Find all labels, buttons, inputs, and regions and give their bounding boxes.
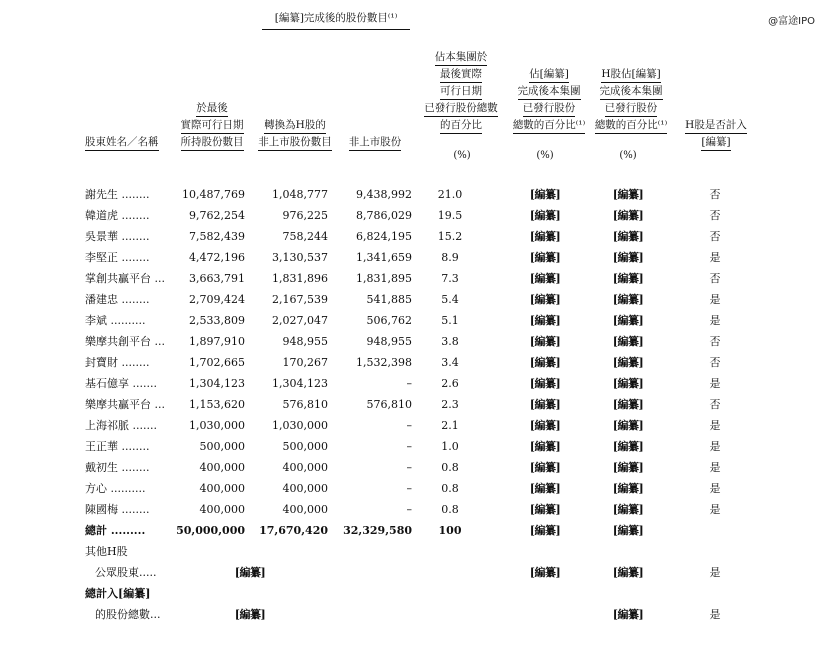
table-row [0, 373, 833, 394]
shares-held: 400,000 [199, 503, 245, 516]
pct-unit-c6: (%) [619, 150, 637, 161]
public-h-pct-after: [編纂] [612, 566, 644, 579]
shares-held: 1,153,620 [189, 398, 245, 411]
shares-held: 4,472,196 [189, 251, 245, 264]
header-name-label: 股東姓名／名稱 [85, 136, 159, 151]
pct-after: [編纂] [529, 419, 561, 432]
public-row [0, 562, 833, 583]
table-row [0, 436, 833, 457]
pct-now: 7.3 [441, 272, 459, 285]
total-counted-held: [編纂] [234, 608, 266, 621]
h-counted: 是 [709, 251, 721, 264]
h-counted: 是 [709, 440, 721, 453]
h-pct-after: [編纂] [612, 398, 644, 411]
pct-now: 3.8 [441, 335, 459, 348]
header-converted-label: 轉換為H股的 非上市股份數目 [258, 119, 332, 151]
shares-converted: 576,810 [282, 398, 328, 411]
header-h-pct-after-label: H股佔[編纂] 完成後本集團 已發行股份 總數的百分比⁽¹⁾ [595, 68, 667, 134]
pct-after: [編纂] [529, 356, 561, 369]
table-row [0, 352, 833, 373]
pct-now: 2.1 [441, 419, 459, 432]
table-row [0, 247, 833, 268]
h-counted: 否 [709, 230, 721, 243]
h-counted: 是 [709, 293, 721, 306]
total-held: 50,000,000 [176, 524, 245, 537]
total-counted-sub-row [0, 604, 833, 625]
h-counted: 是 [709, 461, 721, 474]
table-row [0, 184, 833, 205]
shareholder-name: 方心 .......... [85, 482, 146, 495]
table-row [0, 478, 833, 499]
header-h-pct-after [588, 49, 674, 134]
shares-held: 400,000 [199, 461, 245, 474]
h-pct-after: [編纂] [612, 272, 644, 285]
pct-now: 19.5 [437, 209, 463, 222]
total-pct: 100 [438, 524, 462, 537]
pct-after: [編纂] [529, 461, 561, 474]
shareholder-name: 李堅正 ........ [85, 251, 150, 264]
pct-now: 15.2 [437, 230, 463, 243]
table-row [0, 394, 833, 415]
pct-unit-c4: (%) [453, 150, 471, 161]
pct-after: [編纂] [529, 314, 561, 327]
h-counted: 否 [709, 209, 721, 222]
unlisted-shares: 6,824,195 [356, 230, 412, 243]
shares-converted: 2,027,047 [272, 314, 328, 327]
shares-held: 2,709,424 [189, 293, 245, 306]
h-counted: 是 [709, 419, 721, 432]
h-pct-after: [編纂] [612, 356, 644, 369]
h-pct-after: [編纂] [612, 230, 644, 243]
h-pct-after: [編纂] [612, 503, 644, 516]
h-pct-after: [編纂] [612, 482, 644, 495]
shareholder-name: 韓道虎 ........ [85, 209, 150, 222]
header-pct-after-label: 佔[編纂] 完成後本集團 已發行股份 總數的百分比⁽¹⁾ [513, 68, 585, 134]
h-counted: 否 [709, 335, 721, 348]
table-row [0, 310, 833, 331]
pct-after: [編纂] [529, 398, 561, 411]
total-h-pct-after: [編纂] [612, 524, 644, 537]
public-held: [編纂] [234, 566, 266, 579]
shares-converted: 1,304,123 [272, 377, 328, 390]
h-pct-after: [編纂] [612, 377, 644, 390]
pct-now: 2.6 [441, 377, 459, 390]
pct-after: [編纂] [529, 377, 561, 390]
h-counted: 是 [709, 314, 721, 327]
pct-after: [編纂] [529, 251, 561, 264]
h-pct-after: [編纂] [612, 188, 644, 201]
h-pct-after: [編纂] [612, 314, 644, 327]
public-h-counted: 是 [709, 566, 721, 579]
pct-now: 3.4 [441, 356, 459, 369]
shares-converted: 400,000 [282, 482, 328, 495]
unlisted-shares: 541,885 [366, 293, 412, 306]
shareholder-name: 掌創共贏平台 ... [85, 272, 165, 285]
shareholder-name: 潘建忠 ........ [85, 293, 150, 306]
shares-held: 9,762,254 [189, 209, 245, 222]
unlisted-shares: 506,762 [366, 314, 412, 327]
h-counted: 是 [709, 377, 721, 390]
table-row [0, 331, 833, 352]
shareholder-name: 陳國梅 ........ [85, 503, 150, 516]
shares-held: 400,000 [199, 482, 245, 495]
h-pct-after: [編纂] [612, 461, 644, 474]
pct-after: [編纂] [529, 482, 561, 495]
shares-converted: 400,000 [282, 503, 328, 516]
shares-held: 3,663,791 [189, 272, 245, 285]
table-row [0, 457, 833, 478]
pct-after: [編纂] [529, 272, 561, 285]
header-pct-now [418, 32, 504, 134]
shares-converted: 1,048,777 [272, 188, 328, 201]
unlisted-shares: – [406, 440, 412, 453]
shares-converted: 976,225 [282, 209, 328, 222]
total-counted-row [0, 583, 833, 604]
shares-held: 1,897,910 [189, 335, 245, 348]
pct-unit-c5: (%) [536, 150, 554, 161]
pct-now: 1.0 [441, 440, 459, 453]
h-counted: 否 [709, 272, 721, 285]
unlisted-shares: 8,786,029 [356, 209, 412, 222]
shareholder-name: 樂摩共創平台 ... [85, 335, 165, 348]
h-pct-after: [編纂] [612, 251, 644, 264]
shares-converted: 2,167,539 [272, 293, 328, 306]
shares-held: 2,533,809 [189, 314, 245, 327]
h-counted: 否 [709, 356, 721, 369]
pct-now: 21.0 [437, 188, 463, 201]
table-row [0, 415, 833, 436]
pct-now: 8.9 [441, 251, 459, 264]
header-name [85, 117, 159, 151]
unlisted-shares: 9,438,992 [356, 188, 412, 201]
shares-held: 500,000 [199, 440, 245, 453]
pct-after: [編纂] [529, 440, 561, 453]
header-h-counted [678, 100, 754, 151]
table-row [0, 499, 833, 520]
pct-after: [編纂] [529, 209, 561, 222]
total-label: 總計 ......... [85, 524, 146, 537]
header-pct-now-label: 佔本集團於 最後實際 可行日期 已發行股份總數 的百分比 [424, 51, 498, 134]
shares-held: 1,702,665 [189, 356, 245, 369]
pct-now: 0.8 [441, 461, 459, 474]
shareholder-name: 謝先生 ........ [85, 188, 150, 201]
shareholder-name: 吳景華 ........ [85, 230, 150, 243]
unlisted-shares: 1,831,895 [356, 272, 412, 285]
unlisted-shares: – [406, 419, 412, 432]
shareholder-name: 上海祁脈 ....... [85, 419, 157, 432]
total-counted-sub-label: 的股份總數... [95, 608, 161, 621]
pct-now: 2.3 [441, 398, 459, 411]
shares-converted: 1,831,896 [272, 272, 328, 285]
table-row [0, 205, 833, 226]
shares-held: 10,487,769 [182, 188, 245, 201]
pct-after: [編纂] [529, 335, 561, 348]
pct-now: 0.8 [441, 482, 459, 495]
shares-converted: 170,267 [282, 356, 328, 369]
pct-after: [編纂] [529, 293, 561, 306]
watermark-text: @富途IPO [768, 16, 815, 27]
pct-after: [編纂] [529, 503, 561, 516]
shareholder-name: 戴初生 ........ [85, 461, 150, 474]
total-row [0, 520, 833, 541]
shares-held: 1,030,000 [189, 419, 245, 432]
unlisted-shares: – [406, 503, 412, 516]
unlisted-shares: 948,955 [366, 335, 412, 348]
group-title: [編纂]完成後的股份數目⁽¹⁾ [262, 10, 410, 30]
h-counted: 否 [709, 188, 721, 201]
total-counted-label: 總計入[編纂] [85, 587, 151, 600]
public-pct-after: [編纂] [529, 566, 561, 579]
header-pct-after [503, 49, 595, 134]
unlisted-shares: – [406, 461, 412, 474]
shareholder-name: 樂摩共贏平台 ... [85, 398, 165, 411]
shares-held: 1,304,123 [189, 377, 245, 390]
unlisted-shares: 576,810 [366, 398, 412, 411]
other-h-label: 其他H股 [85, 545, 128, 558]
total-converted: 17,670,420 [259, 524, 328, 537]
shares-converted: 758,244 [282, 230, 328, 243]
table-row [0, 268, 833, 289]
h-counted: 否 [709, 398, 721, 411]
h-pct-after: [編纂] [612, 209, 644, 222]
pct-after: [編纂] [529, 188, 561, 201]
table-row [0, 226, 833, 247]
shareholder-name: 基石億享 ....... [85, 377, 157, 390]
h-pct-after: [編纂] [612, 335, 644, 348]
shares-converted: 500,000 [282, 440, 328, 453]
other-h-row [0, 541, 833, 562]
shares-converted: 3,130,537 [272, 251, 328, 264]
shares-converted: 400,000 [282, 461, 328, 474]
shares-converted: 948,955 [282, 335, 328, 348]
h-pct-after: [編纂] [612, 419, 644, 432]
header-unlisted [340, 117, 410, 151]
shareholder-name: 李斌 .......... [85, 314, 146, 327]
header-unlisted-label: 非上市股份 [349, 136, 402, 151]
header-converted [255, 100, 335, 151]
public-label: 公眾股東..... [95, 566, 157, 579]
shareholder-name: 封寶財 ........ [85, 356, 150, 369]
h-counted: 是 [709, 482, 721, 495]
header-held [172, 83, 252, 151]
shareholder-name: 王正華 ........ [85, 440, 150, 453]
unlisted-shares: 1,532,398 [356, 356, 412, 369]
shares-converted: 1,030,000 [272, 419, 328, 432]
pct-now: 5.4 [441, 293, 459, 306]
total-unlisted: 32,329,580 [343, 524, 412, 537]
total-pct-after: [編纂] [529, 524, 561, 537]
h-pct-after: [編纂] [612, 440, 644, 453]
h-counted: 是 [709, 503, 721, 516]
unlisted-shares: 1,341,659 [356, 251, 412, 264]
pct-now: 5.1 [441, 314, 459, 327]
total-counted-h: 是 [709, 608, 721, 621]
unlisted-shares: – [406, 482, 412, 495]
total-counted-h-pct: [編纂] [612, 608, 644, 621]
unlisted-shares: – [406, 377, 412, 390]
shares-held: 7,582,439 [189, 230, 245, 243]
h-pct-after: [編纂] [612, 293, 644, 306]
table-row [0, 289, 833, 310]
header-held-label: 於最後 實際可行日期 所持股份數目 [181, 102, 244, 151]
header-h-counted-label: H股是否計入 [編纂] [685, 119, 747, 151]
pct-after: [編纂] [529, 230, 561, 243]
pct-now: 0.8 [441, 503, 459, 516]
